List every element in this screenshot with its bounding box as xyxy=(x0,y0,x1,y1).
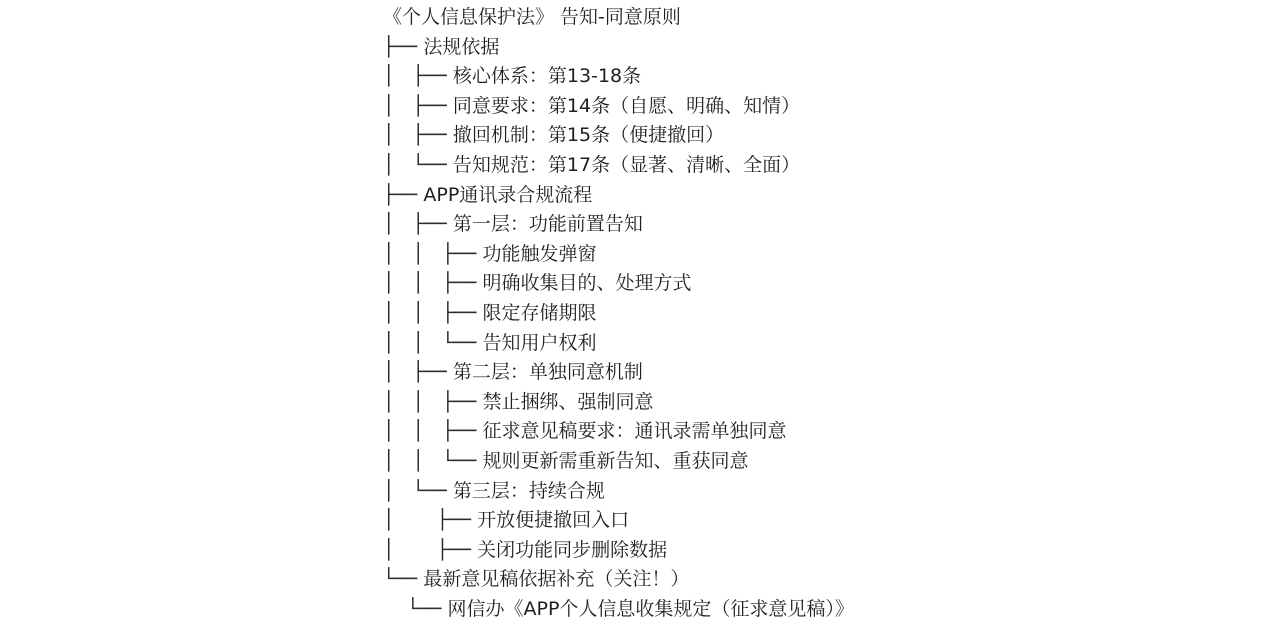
tree-node-label: 法规依据 xyxy=(423,35,500,58)
tree-node-label: 功能触发弹窗 xyxy=(482,242,597,265)
tree-node-label: 第三层：持续合规 xyxy=(452,479,605,502)
tree-node-label: 关闭功能同步删除数据 xyxy=(477,538,668,561)
tree-node xyxy=(383,269,1253,299)
tree-node xyxy=(383,329,1253,359)
tree-branch-connector: │ ├── xyxy=(383,213,453,236)
tree-node xyxy=(383,595,1253,625)
compliance-tree xyxy=(383,3,1253,624)
tree-node-label: 最新意见稿依据补充（关注！） xyxy=(423,568,690,591)
tree-node-label: 告知用户权利 xyxy=(482,331,597,354)
tree-node xyxy=(383,536,1253,566)
tree-node-label: 规则更新需重新告知、重获同意 xyxy=(482,449,749,472)
tree-branch-connector: ├── xyxy=(383,35,424,58)
tree-branch-connector: │ ├── xyxy=(383,124,453,147)
tree-branch-connector: │ ├── xyxy=(383,538,478,561)
tree-node xyxy=(383,417,1253,447)
tree-node-label: 限定存储期限 xyxy=(482,301,597,324)
tree-node xyxy=(383,33,1253,63)
tree-node-label: 开放便捷撤回入口 xyxy=(477,509,630,532)
tree-node-label: 第一层：功能前置告知 xyxy=(452,213,643,236)
tree-node xyxy=(383,388,1253,418)
tree-node-label: 《个人信息保护法》 告知-同意原则 xyxy=(383,6,681,28)
tree-branch-connector: │ │ ├── xyxy=(383,242,483,265)
tree-branch-connector: │ ├── xyxy=(383,94,453,117)
tree-branch-connector: │ │ └── xyxy=(383,331,483,354)
tree-node-label: 告知规范：第17条（显著、清晰、全面） xyxy=(452,153,801,176)
tree-node xyxy=(383,358,1253,388)
tree-node xyxy=(383,299,1253,329)
tree-branch-connector: └── xyxy=(383,568,424,591)
tree-node xyxy=(383,181,1253,211)
tree-node-label: 撤回机制：第15条（便捷撤回） xyxy=(452,124,725,147)
tree-node xyxy=(383,62,1253,92)
tree-branch-connector: ├── xyxy=(383,183,424,206)
tree-branch-connector: │ │ ├── xyxy=(383,301,483,324)
tree-branch-connector: │ ├── xyxy=(383,65,453,88)
tree-branch-connector: │ │ ├── xyxy=(383,272,483,295)
tree-node xyxy=(383,92,1253,122)
tree-node-label: APP通讯录合规流程 xyxy=(423,183,593,206)
tree-node xyxy=(383,3,1253,33)
tree-branch-connector: │ └── xyxy=(383,153,453,176)
tree-node xyxy=(383,447,1253,477)
tree-node-label: 禁止捆绑、强制同意 xyxy=(482,390,654,413)
tree-branch-connector: │ ├── xyxy=(383,361,453,384)
tree-branch-connector: │ │ ├── xyxy=(383,390,483,413)
tree-branch-connector: │ ├── xyxy=(383,509,478,532)
tree-node xyxy=(383,121,1253,151)
tree-node xyxy=(383,151,1253,181)
tree-node xyxy=(383,506,1253,536)
tree-node xyxy=(383,240,1253,270)
tree-node-label: 第二层：单独同意机制 xyxy=(452,361,643,384)
tree-branch-connector: │ │ └── xyxy=(383,449,483,472)
tree-node-label: 核心体系：第13-18条 xyxy=(452,65,642,88)
tree-node-label: 同意要求：第14条（自愿、明确、知情） xyxy=(452,94,801,117)
tree-node-label: 征求意见稿要求：通讯录需单独同意 xyxy=(482,420,787,443)
tree-node xyxy=(383,565,1253,595)
tree-branch-connector: │ └── xyxy=(383,479,453,502)
tree-branch-connector: │ │ ├── xyxy=(383,420,483,443)
tree-node-label: 明确收集目的、处理方式 xyxy=(482,272,692,295)
tree-node xyxy=(383,210,1253,240)
tree-node-label: 网信办《APP个人信息收集规定（征求意见稿）》 xyxy=(447,597,854,620)
tree-node xyxy=(383,477,1253,507)
tree-branch-connector: └── xyxy=(383,597,448,620)
